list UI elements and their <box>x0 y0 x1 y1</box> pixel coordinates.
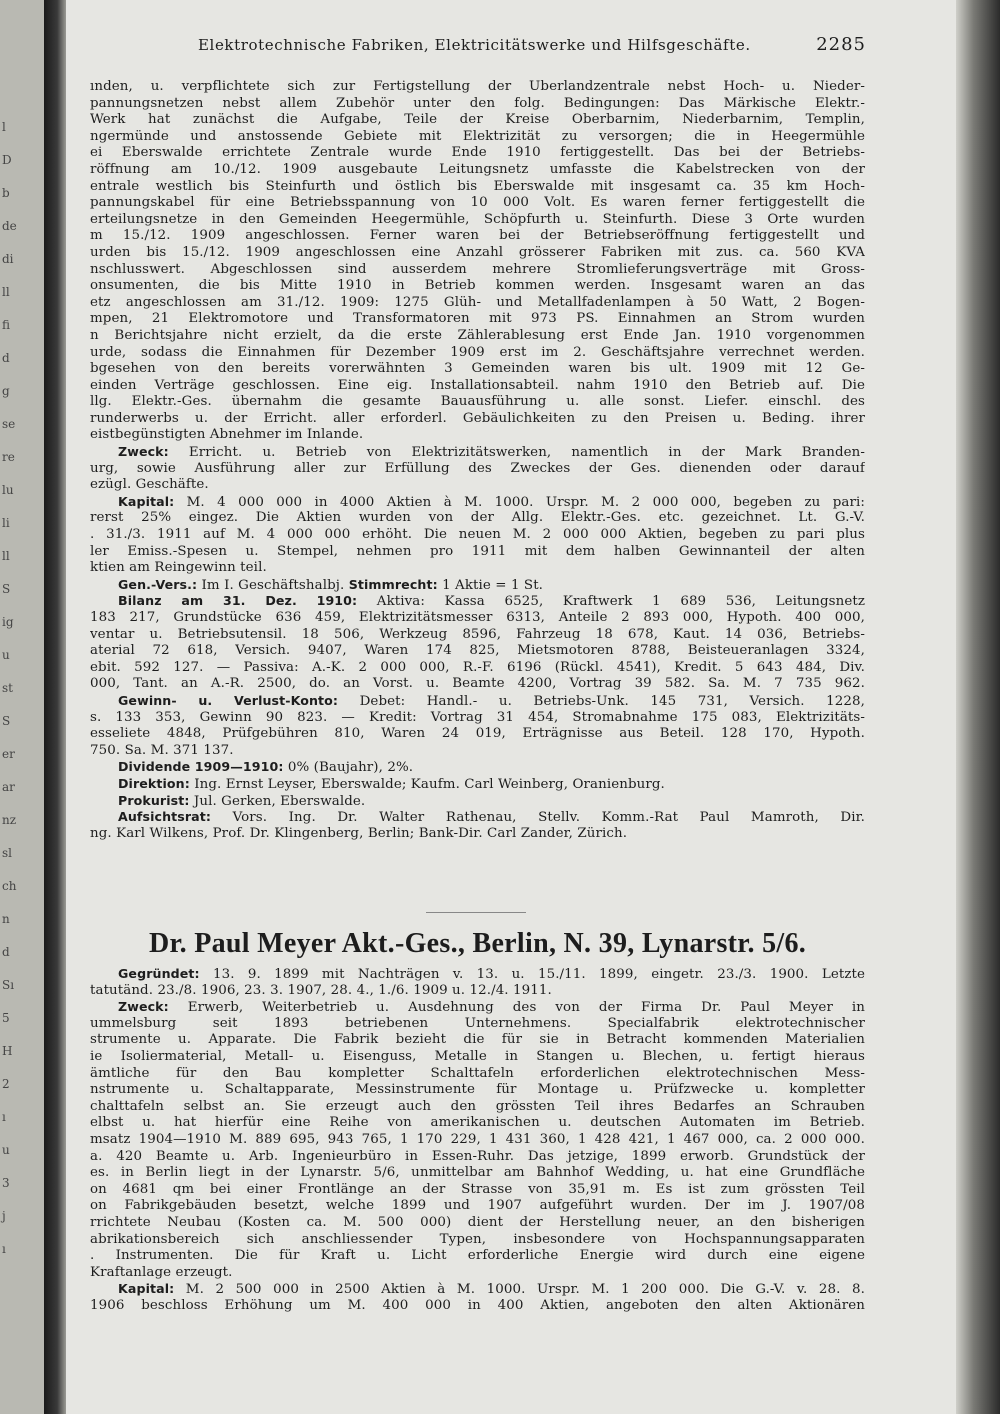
line-text: urde, sodass die Einnahmen für Dezember 1909 erst im 2. Geschäftsjahre verrechnet werden. <box>90 344 865 360</box>
line-text: pannungsnetzen nebst allem Zubehör unter den folg. Bedingungen: Das Märkische Elektr.- <box>90 95 865 111</box>
line-text: ezügl. Geschäfte. <box>90 477 209 493</box>
margin-fragment: b <box>2 186 10 200</box>
field-label: Kapital: <box>118 493 175 509</box>
margin-fragment: sl <box>2 846 12 860</box>
line-text: m 15./12. 1909 angeschlossen. Ferner waren bei der Betriebseröffnung fertiggestellt und <box>90 228 865 244</box>
text-line <box>90 461 865 478</box>
margin-fragment: D <box>2 153 12 167</box>
text-line <box>90 676 865 693</box>
margin-fragment: j <box>2 1209 6 1223</box>
margin-fragment: 3 <box>2 1176 10 1190</box>
text-line <box>90 1132 865 1149</box>
text-line <box>90 1198 865 1215</box>
field-label: Dividende 1909—1910: <box>118 759 284 775</box>
line-text: runderwerbs u. der Erricht. aller erforderl. Gebäulichkeiten zu den Preisen u. Beding. ihrer <box>90 410 865 426</box>
line-text: ei Eberswalde errichtete Zentrale wurde Ende 1910 fertiggestellt. Das bei der Betriebs- <box>90 145 865 161</box>
line-text: Ing. Ernst Leyser, Eberswalde; Kaufm. Carl Weinberg, Oranienburg. <box>189 776 665 792</box>
line-text: ler Emiss.-Spesen u. Stempel, nehmen pro 1911 mit dem halben Gewinnanteil der alten <box>90 543 865 559</box>
margin-fragment: u <box>2 648 10 662</box>
text-line <box>90 162 865 179</box>
line-text: ummelsburg seit 1893 betriebenen Unternehmens. Specialfabrik elektrotechnischer <box>90 1015 865 1031</box>
text-line <box>90 427 865 444</box>
margin-fragment: lu <box>2 483 14 497</box>
line-text: 13. 9. 1899 mit Nachträgen v. 13. u. 15./11. 1899, eingetr. 23./3. 1900. Letzte <box>199 967 865 982</box>
text-line <box>90 1099 865 1116</box>
text-line <box>90 1232 865 1249</box>
text-line <box>90 1049 865 1066</box>
page-number: 2285 <box>816 34 866 55</box>
line-text: M. 2 500 000 in 2500 Aktien à M. 1000. Urspr. M. 1 200 000. Die G.-V. v. 28. 8. <box>174 1282 865 1298</box>
line-text: ämtliche für den Bau kompletter Schalttafeln erforderlichen elektrotechnischen Mess- <box>90 1065 865 1081</box>
text-line <box>90 345 865 362</box>
line-text: 0% (Baujahr), 2%. <box>283 760 414 776</box>
field-label: Gewinn- u. Verlust-Konto: <box>118 692 339 708</box>
line-text: tatutänd. 23./8. 1906, 23. 3. 1907, 28. 4., 1./6. 1909 u. 12./4. 1911. <box>90 982 552 998</box>
margin-fragment: H <box>2 1044 13 1058</box>
line-text: M. 4 000 000 in 4000 Aktien à M. 1000. Urspr. M. 2 000 000, begeben zu pari: <box>174 494 865 510</box>
line-text: bgesehen von den bereits vorerwähnten 3 Gemeinden waren bis ult. 1909 mit 12 Ge- <box>90 361 865 377</box>
field-label: Gegründet: <box>118 966 200 981</box>
margin-fragment: ll <box>2 549 10 563</box>
line-text: Erwerb, Weiterbetrieb u. Ausdehnung des von der Firma Dr. Paul Meyer in <box>168 1000 865 1016</box>
text-line <box>90 378 865 395</box>
text-line <box>90 627 865 644</box>
text-line <box>90 1182 865 1199</box>
line-text: . Instrumenten. Die für Kraft u. Licht erforderliche Energie wird durch eine eigene <box>90 1248 865 1264</box>
text-line <box>90 560 865 577</box>
text-line <box>90 295 865 312</box>
line-text: erteilungsnetze in den Gemeinden Heegermühle, Schöpfurth u. Steinfurth. Diese 3 Orte wurden <box>90 211 865 227</box>
text-line <box>90 195 865 212</box>
line-text: urden bis 15./12. 1909 angeschlossen eine Anzahl grösserer Fabriken mit zus. ca. 560 KVA <box>90 244 865 260</box>
company-heading-dr-paul-meyer: Dr. Paul Meyer Akt.-Ges., Berlin, N. 39, Lynarstr. 5/6. <box>148 928 807 959</box>
text-line <box>90 179 865 196</box>
line-text: 183 217, Grundstücke 636 459, Elektrizitätsmesser 6313, Anteile 2 893 000, Hypoth. 400 000, <box>90 610 865 625</box>
line-text: ktien am Reingewinn teil. <box>90 560 267 576</box>
line-text: s. 133 353, Gewinn 90 823. — Kredit: Vortrag 31 454, Stromabnahme 175 083, Elektrizitäts- <box>90 709 865 725</box>
text-line <box>90 278 865 295</box>
line-text: abrikationsbereich sich anschliessender Typen, insbesondere von Hochspannungsapparaten <box>90 1231 865 1247</box>
margin-fragment: l <box>2 120 6 134</box>
line-text: 1906 beschloss Erhöhung um M. 400 000 in 400 Aktien, angeboten den alten Aktionären <box>90 1297 865 1313</box>
line-text: n Berichtsjahre nicht erzielt, da die erste Zählerablesung erst Ende Jan. 1910 vorgenommen <box>90 327 865 343</box>
text-line <box>90 228 865 245</box>
line-text: etz angeschlossen am 31./12. 1909: 1275 Glüh- und Metallfadenlampen à 50 Watt, 2 Bogen- <box>90 294 865 310</box>
text-line <box>90 245 865 262</box>
line-text: einden Verträge geschlossen. Eine eig. Installationsabteil. nahm 1910 den Betrieb auf. Die <box>90 377 865 393</box>
line-text: Erricht. u. Betrieb von Elektrizitätswerken, namentlich in der Mark Branden- <box>168 445 865 461</box>
margin-fragment: nz <box>2 813 17 827</box>
company-entry-elektrizitaetswerk <box>90 79 865 842</box>
text-line <box>90 593 865 610</box>
line-text: 750. Sa. M. 371 137. <box>90 742 234 758</box>
margin-fragment: d <box>2 945 10 959</box>
text-line <box>90 660 865 677</box>
line-text: entrale westlich bis Steinfurth und östlich bis Eberswalde mit insgesamt ca. 35 km Hoch- <box>90 178 865 194</box>
text-line <box>90 361 865 378</box>
text-line <box>90 693 865 710</box>
line-text: ebit. 592 127. — Passiva: A.-K. 2 000 000, R.-F. 6196 (Rückl. 4541), Kredit. 5 643 484, Div. <box>90 659 865 675</box>
text-line <box>90 759 865 776</box>
field-label: Prokurist: <box>118 792 190 808</box>
line-text: Im I. Geschäftshalbj. <box>197 577 349 593</box>
text-line <box>90 1281 865 1298</box>
text-line <box>90 793 865 810</box>
line-text: ng. Karl Wilkens, Prof. Dr. Klingenberg, Berlin; Bank-Dir. Carl Zander, Zürich. <box>90 825 628 841</box>
text-line <box>90 1032 865 1049</box>
text-line <box>90 212 865 229</box>
margin-fragment: S <box>2 714 11 728</box>
text-line <box>90 809 865 826</box>
line-text: ngermünde und anstossende Gebiete mit Elektrizität zu versorgen; die in Heegermühle <box>90 128 865 144</box>
margin-fragment: ar <box>2 780 15 794</box>
line-text: ventar u. Betriebsutensil. 18 506, Werkzeug 8596, Fahrzeug 18 678, Kaut. 14 036, Betriebs- <box>90 626 865 642</box>
text-line <box>90 510 865 527</box>
line-text: Debet: Handl.- u. Betriebs-Unk. 145 731, Versich. 1228, <box>338 693 865 709</box>
line-text: ınden, u. verpflichtete sich zur Fertigstellung der Überlandzentrale nebst Hoch- u. Nieder- <box>90 79 865 94</box>
text-line <box>90 112 865 129</box>
field-label: Bilanz am 31. Dez. 1910: <box>118 593 358 609</box>
line-text: a. 420 Beamte u. Arb. Ingenieurbüro in Essen-Ruhr. Das jetzige, 1899 erworb. Grundstück der <box>90 1148 865 1164</box>
margin-fragment: ı <box>2 1110 6 1124</box>
text-line <box>90 776 865 793</box>
text-line <box>90 1248 865 1265</box>
text-line <box>90 1165 865 1182</box>
margin-fragment: ch <box>2 879 17 893</box>
text-line <box>90 710 865 727</box>
line-text: nschlusswert. Abgeschlossen sind ausserdem mehrere Stromlieferungsverträge mit Gross- <box>90 261 865 277</box>
margin-fragment: ig <box>2 615 14 629</box>
text-line <box>90 1082 865 1099</box>
line-text: on 4681 qm bei einer Frontlänge an der Strasse von 35,91 m. Es ist zum grössten Teil <box>90 1181 865 1197</box>
text-line <box>90 79 865 96</box>
margin-fragment: ll <box>2 285 10 299</box>
text-line <box>90 527 865 544</box>
line-text: ie Isoliermaterial, Metall- u. Eisenguss, Metalle in Stangen u. Blechen, u. fertigt hieraus <box>90 1048 865 1064</box>
book-gutter <box>44 0 66 1414</box>
text-line <box>90 411 865 428</box>
adjacent-page-fragments <box>0 0 40 1414</box>
margin-fragment: ı <box>2 1242 6 1256</box>
line-text: Jul. Gerken, Eberswalde. <box>189 793 366 809</box>
margin-fragment: di <box>2 252 14 266</box>
text-line <box>90 743 865 760</box>
text-line <box>90 262 865 279</box>
line-text: . 31./3. 1911 auf M. 4 000 000 erhöht. Die neuen M. 2 000 000 Aktien, begeben zu pari plus <box>90 527 865 543</box>
page-edge-shadow <box>956 0 1000 1414</box>
text-line <box>90 96 865 113</box>
line-text: rerst 25% eingez. Die Aktien wurden von der Allg. Elektr.-Ges. etc. gezeichnet. Lt. G.-V. <box>90 510 865 526</box>
line-text: röffnung am 10./12. 1909 ausgebaute Leitungsnetz umfasste die Kabelstrecken von der <box>90 161 865 177</box>
text-line <box>90 394 865 411</box>
margin-fragment: 2 <box>2 1077 10 1091</box>
section-separator <box>426 912 526 913</box>
line-text: onsumenten, die bis Mitte 1910 in Betrieb kommen werden. Insgesamt waren an das <box>90 278 865 294</box>
text-line <box>90 1149 865 1166</box>
line-text: urg, sowie Ausführung aller zur Erfüllung des Zweckes der Ges. dienenden oder darauf <box>90 460 865 476</box>
field-label: Direktion: <box>118 775 190 791</box>
line-text: pannungskabel für eine Betriebsspannung von 10 000 Volt. Es waren ferner fertiggestellt die <box>90 195 865 211</box>
text-line <box>90 1066 865 1083</box>
text-line <box>90 966 865 983</box>
field-label: Zweck: <box>118 999 169 1015</box>
margin-fragment: se <box>2 417 16 431</box>
text-line <box>90 643 865 660</box>
text-line <box>90 726 865 743</box>
line-text: 000, Tant. an A.-R. 2500, do. an Vorst. u. Beamte 4200, Vortrag 39 582. Sa. M. 7 735 962. <box>90 676 865 692</box>
text-line <box>90 1115 865 1132</box>
margin-fragment: u <box>2 1143 10 1157</box>
margin-fragment: 5 <box>2 1011 10 1025</box>
field-label: Kapital: <box>118 1281 175 1297</box>
margin-fragment: S <box>2 582 11 596</box>
line-text: nstrumente u. Schaltapparate, Messinstrumente für Montage u. Prüfzwecke u. kompletter <box>90 1082 865 1098</box>
margin-fragment: de <box>2 219 17 233</box>
margin-fragment: Sı <box>2 978 15 992</box>
text-line <box>90 610 865 627</box>
text-line <box>90 145 865 162</box>
line-text: Aktiva: Kassa 6525, Kraftwerk 1 689 536, Leitungsnetz <box>357 594 865 610</box>
line-text: on Fabrikgebäuden besetzt, welche 1899 und 1907 aufgeführt wurden. Der im J. 1907/08 <box>90 1198 865 1214</box>
line-text: eistbegünstigten Abnehmer im Inlande. <box>90 427 364 443</box>
margin-fragment: li <box>2 516 10 530</box>
line-text: mpen, 21 Elektromotore und Transformatoren mit 973 PS. Einnahmen an Strom wurden <box>90 311 865 327</box>
text-line <box>90 311 865 328</box>
line-text: llg. Elektr.-Ges. übernahm die gesamte Bauausführung u. alle sonst. Liefer. einschl. des <box>90 394 865 410</box>
field-label: Stimmrecht: <box>348 576 438 592</box>
text-line <box>90 328 865 345</box>
text-line <box>90 983 865 1000</box>
line-text: Vors. Ing. Dr. Walter Rathenau, Stellv. Komm.-Rat Paul Mamroth, Dir. <box>211 810 865 826</box>
line-text: aterial 72 618, Versich. 9407, Waren 174 825, Mietsmotoren 8788, Beisteueranlagen 3324, <box>90 643 865 659</box>
line-text: Werk hat zunächst die Aufgabe, Teile der Kreise Oberbarnim, Niederbarnim, Templin, <box>90 112 865 128</box>
text-line <box>90 1215 865 1232</box>
line-text: elbst u. hat hierfür eine Reihe von amerikanischen u. deutschen Automaten im Betrieb. <box>90 1115 865 1131</box>
line-text: msatz 1904—1910 M. 889 695, 943 765, 1 170 229, 1 431 360, 1 428 421, 1 467 000, ca. 2 000 000. <box>90 1131 865 1147</box>
line-text: esseliete 4848, Prüfgebühren 810, Waren 24 019, Erträgnisse aus Beteil. 128 170, Hypoth. <box>90 726 865 742</box>
running-header-title: Elektrotechnische Fabriken, Elektricitätswerke und Hilfsgeschäfte. <box>198 36 751 54</box>
text-line <box>90 1016 865 1033</box>
text-line <box>90 444 865 461</box>
running-header <box>126 36 866 60</box>
margin-fragment: fi <box>2 318 11 332</box>
line-text: chalttafeln selbst an. Sie erzeugt auch den grössten Teil ihres Bedarfes an Schrauben <box>90 1098 865 1114</box>
company-entry-dr-paul-meyer <box>90 966 865 1314</box>
text-line <box>90 129 865 146</box>
margin-fragment: d <box>2 351 10 365</box>
text-line <box>90 577 865 594</box>
margin-fragment: re <box>2 450 15 464</box>
line-text: rrichtete Neubau (Kosten ca. M. 500 000) dient der Herstellung neuer, an den bisherigen <box>90 1214 865 1230</box>
line-text: Kraftanlage erzeugt. <box>90 1264 233 1280</box>
text-line <box>90 544 865 561</box>
margin-fragment: n <box>2 912 10 926</box>
margin-fragment: er <box>2 747 15 761</box>
line-text: strumente u. Apparate. Die Fabrik bezieht die für sie in Betracht kommenden Materialien <box>90 1032 865 1048</box>
margin-fragment: g <box>2 384 10 398</box>
field-label: Zweck: <box>118 444 169 460</box>
text-line <box>90 826 865 843</box>
line-text: es. in Berlin liegt in der Lynarstr. 5/6, unmittelbar am Bahnhof Wedding, u. hat eine Grundfläche <box>90 1165 865 1181</box>
text-line <box>90 999 865 1016</box>
line-text: 1 Aktie = 1 St. <box>437 577 544 593</box>
field-label: Gen.-Vers.: <box>118 576 198 592</box>
text-line <box>90 1265 865 1282</box>
field-label: Aufsichtsrat: <box>118 809 212 825</box>
margin-fragment: st <box>2 681 13 695</box>
text-line <box>90 494 865 511</box>
text-line <box>90 477 865 494</box>
text-line <box>90 1298 865 1315</box>
